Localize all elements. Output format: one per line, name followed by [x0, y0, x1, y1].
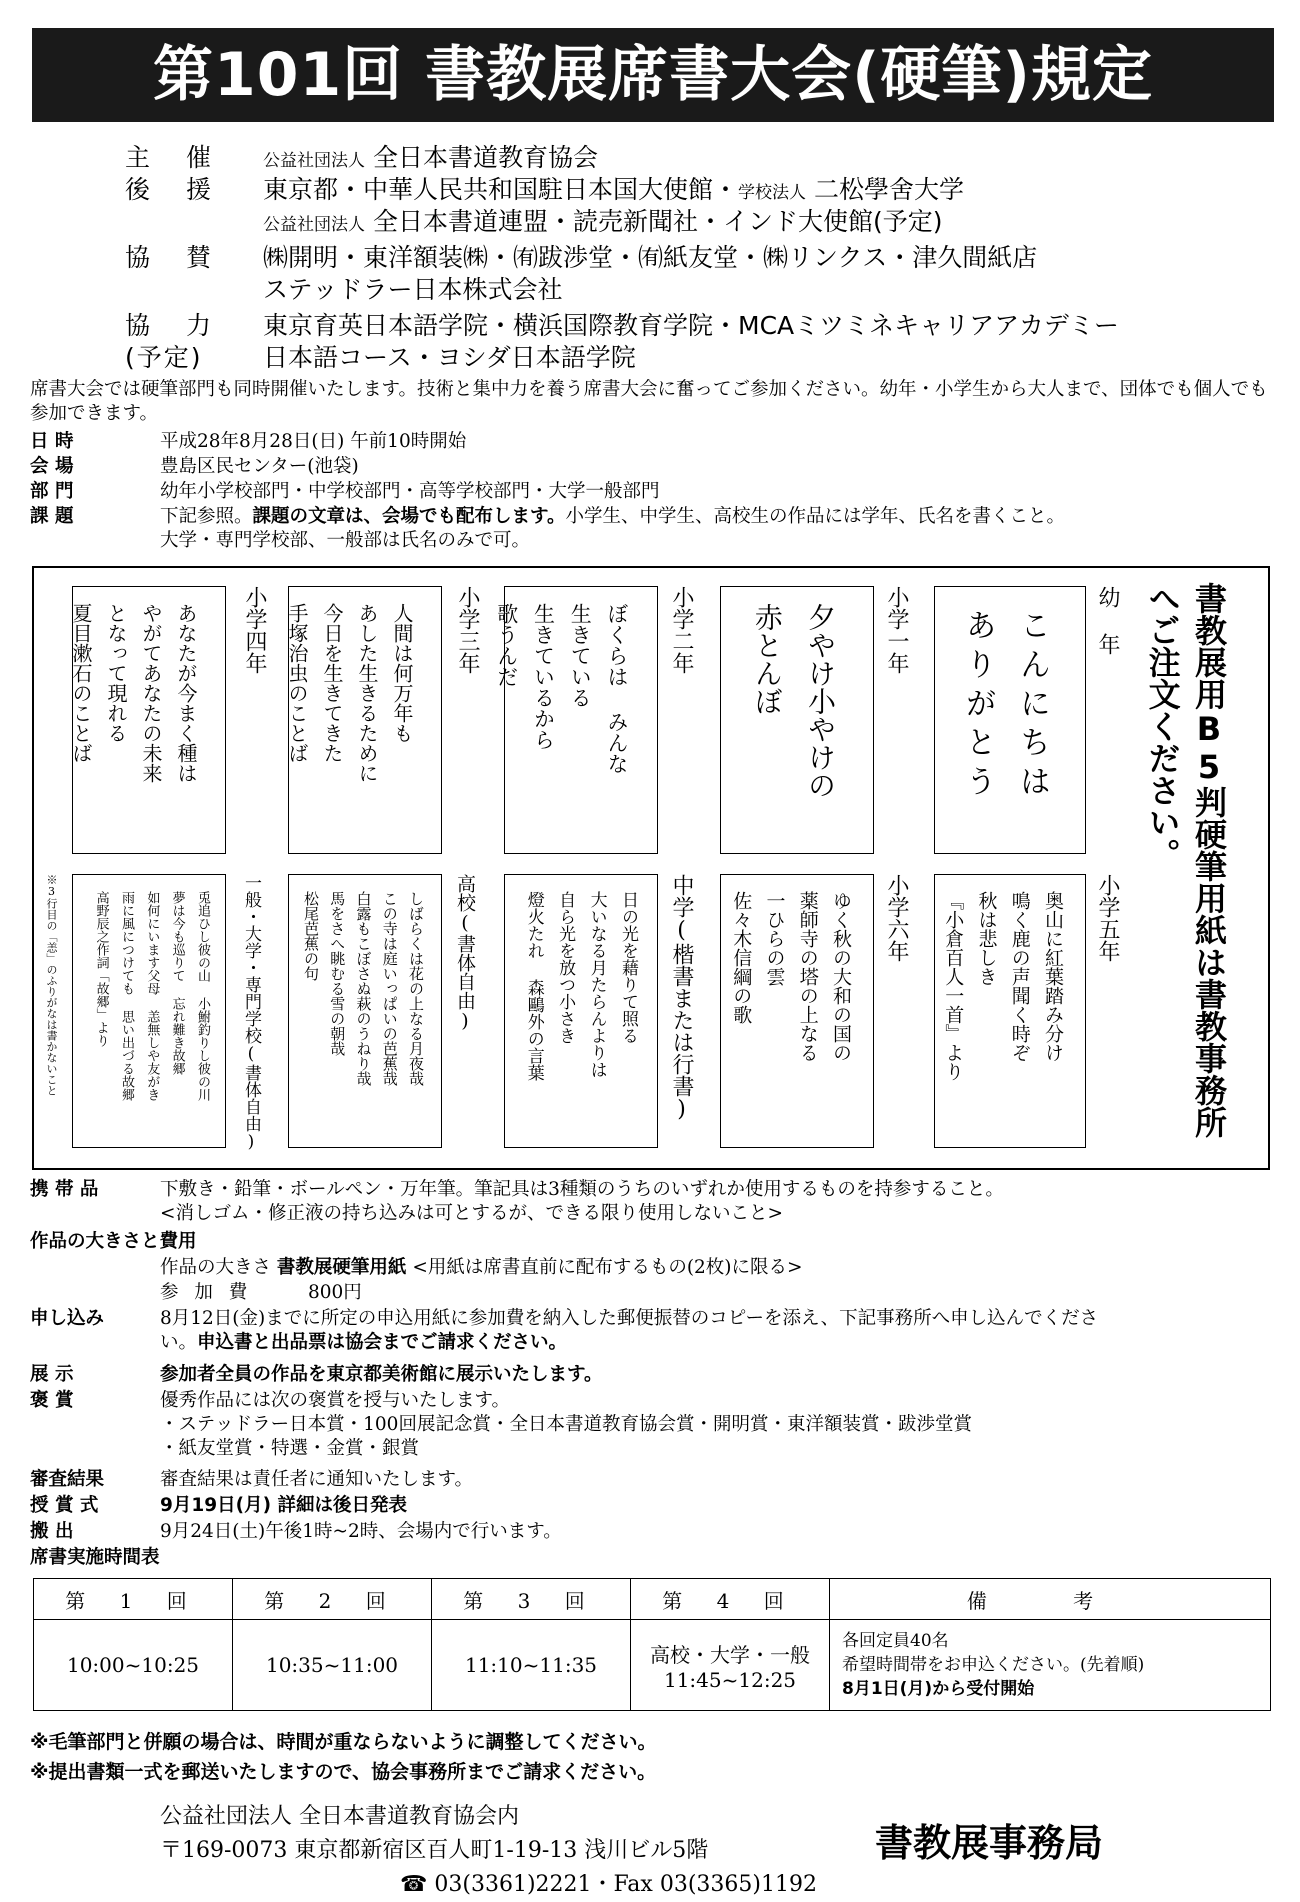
org-row-sponsor-2: [125, 270, 1265, 302]
org-label: 協 力: [125, 311, 225, 340]
intro-text: 席書大会では硬筆部門も同時開催いたします。技術と集中力を養う席書大会に奮ってご参加ください。幼年・小学生から大人まで、団体でも個人でも参加できます。: [30, 379, 1268, 424]
page-title: 第101回 書教展席書大会(硬筆)規定: [32, 28, 1274, 122]
table-cell-remarks: 各回定員40名 希望時間帯をお申込ください。(先着順) 8月1日(月)から受付開始: [830, 1620, 1271, 1711]
org-name: 日本語コース・ヨシダ日本語学院: [263, 343, 636, 372]
table-cell: 10:35~11:00: [233, 1620, 432, 1711]
item-carryout: 搬 出 9月24日(土)午後1時~2時、会場内で行います。: [30, 1521, 562, 1542]
org-name: 二松學舍大学: [813, 175, 964, 204]
grade-label: 小学五年: [1095, 874, 1120, 962]
org-row-sponsor: [125, 238, 1265, 270]
item-size-label: 作品の大きさと費用: [30, 1231, 197, 1252]
org-row-cooperation: [125, 306, 1265, 338]
org-row-cooperation-2: [125, 338, 1265, 370]
detail-venue: 会 場 豊島区民センター(池袋): [30, 456, 359, 477]
topic-box-ippan: 兎追ひし彼の山 小鮒釣りし彼の川 夢は今も巡りて 忘れ難き故郷 如何にいます父母 恙無しや友がき 雨に風につけても 思い出づる故郷 高野辰之作詞「故郷」より: [72, 874, 226, 1148]
item-carry: 携 帯 品 下敷き・鉛筆・ボールペン・万年筆。筆記具は3種類のうちのいずれか使用するものを持参すること。 <消しゴム・修正液の持ち込みは可とするが、できる限り使用しないこと>: [30, 1179, 1004, 1224]
footer-address: 〒169-0073 東京都新宿区百人町1-19-13 浅川ビル5階: [160, 1838, 709, 1863]
item-ceremony: 授 賞 式 9月19日(月) 詳細は後日発表: [30, 1495, 407, 1516]
item-result: 審査結果 審査結果は責任者に通知いたします。: [30, 1469, 474, 1490]
org-name: 東京都・中華人民共和国駐日本国大使館・: [263, 175, 739, 204]
schedule-heading: 席書実施時間表: [30, 1547, 160, 1568]
grade-label: 小学一年: [884, 586, 909, 674]
item-apply: 申し込み 8月12日(金)までに所定の申込用紙に参加費を納入した郵便振替のコピーを添え、下記事務所へ申し込んでくださ い。申込書と出品票は協会までご請求ください。: [30, 1308, 1099, 1353]
footer-org: 公益社団法人 全日本書道教育協会内: [160, 1804, 519, 1829]
org-type: 公益社団法人: [263, 151, 365, 171]
topic-box-ko: しばらくは花の上なる月夜哉 この寺は庭いっぱいの芭蕉哉 白露もこぼさぬ萩のうねり哉 馬をさへ眺むる雪の朝哉 松尾芭蕉の句: [288, 874, 442, 1148]
column-header: 第 3 回: [432, 1579, 631, 1620]
grade-label: 幼 年: [1095, 586, 1120, 655]
org-label: 協 賛: [125, 243, 225, 272]
table-cell: 11:10~11:35: [432, 1620, 631, 1711]
column-header: 備 考: [830, 1579, 1271, 1620]
org-label: (予定): [125, 343, 203, 372]
org-type: 学校法人: [738, 183, 807, 203]
grade-label: 高校(書体自由): [454, 874, 476, 1032]
org-row-support: [125, 170, 1265, 202]
item-exhibit: 展 示 参加者全員の作品を東京都美術館に展示いたします。: [30, 1364, 603, 1385]
topics-frame: [32, 566, 1270, 1170]
footer-contact: [160, 1800, 817, 1902]
item-size: 作品の大きさ 書教展硬筆用紙 <用紙は席書直前に配布するもの(2枚)に限る>: [160, 1257, 803, 1278]
org-name: 全日本書道連盟・読売新聞社・インド大使館(予定): [372, 207, 943, 236]
detail-date: 日 時 平成28年8月28日(日) 午前10時開始: [30, 431, 467, 452]
org-type: 公益社団法人: [263, 215, 365, 235]
note-line: ※毛筆部門と併願の場合は、時間が重ならないように調整してください。: [30, 1731, 657, 1753]
notes: [30, 1727, 656, 1787]
topic-box-sho4: あなたが今まく種は やがてあなたの未来 となって現れる 夏目漱石のことば: [72, 586, 226, 854]
topic-box-sho2: ぼくらは みんな 生きている 生きているから 歌うんだ: [504, 586, 658, 854]
office-name: 書教展事務局: [875, 1821, 1104, 1865]
order-notice: 書教展用B5判硬筆用紙は書教事務所 へご注文ください。: [1143, 582, 1228, 1138]
column-header: 第 4 回: [631, 1579, 830, 1620]
table-header-row: [34, 1579, 1271, 1620]
footer-phone: ☎ 03(3361)2221・Fax 03(3365)1192: [400, 1872, 817, 1897]
org-label: 主 催: [125, 143, 225, 172]
org-row-host: [125, 138, 1265, 170]
org-row-support-2: [125, 202, 1265, 234]
topic-box-sho5: 奥山に紅葉踏み分け 鳴く鹿の声聞く時ぞ 秋は悲しき 『小倉百人一首』より: [934, 874, 1086, 1148]
topic-box-chu: 日の光を藉りて照る 大いなる月たらんよりは 自ら光を放つ小さき 燈火たれ 森鷗外の言葉: [504, 874, 658, 1148]
detail-topic: 課 題 下記参照。課題の文章は、会場でも配布します。小学生、中学生、高校生の作品には学年、氏名を書くこと。 大学・専門学校部、一般部は氏名のみで可。: [30, 506, 1066, 551]
detail-department: 部 門 幼年小学校部門・中学校部門・高等学校部門・大学一般部門: [30, 481, 660, 502]
furigana-note: ※3行目の「恙」のふりがなは書かないこと: [45, 874, 58, 1096]
grade-label: 小学二年: [669, 586, 694, 674]
schedule-table: [33, 1578, 1271, 1711]
org-label: 後 援: [125, 175, 225, 204]
topic-box-sho3: 人間は何万年も あした生きるために 今日を生きてきた 手塚治虫のことば: [288, 586, 442, 854]
grade-label: 一般・大学・専門学校(書体自由): [241, 874, 261, 1152]
topic-box-sho6: ゆく秋の大和の国の 薬師寺の塔の上なる 一ひらの雲 佐々木信綱の歌: [720, 874, 874, 1148]
item-award: 褒 賞 優秀作品には次の褒賞を授与いたします。 ・ステッドラー日本賞・100回展記念賞・全日本書道教育協会賞・開明賞・東洋額装賞・跋渉堂賞 ・紙友堂賞・特選・金賞・銀賞: [30, 1390, 972, 1459]
topic-box-sho1: 夕やけ小やけの 赤とんぼ: [720, 586, 874, 854]
org-name: ㈱開明・東洋額装㈱・㈲跋渉堂・㈲紙友堂・㈱リンクス・津久間紙店: [263, 243, 1038, 272]
table-cell: 10:00~10:25: [34, 1620, 233, 1711]
item-fee: 参 加 費 800円: [160, 1282, 362, 1303]
column-header: 第 2 回: [233, 1579, 432, 1620]
grade-label: 中学(楷書または行書): [669, 874, 694, 1122]
grade-label: 小学三年: [455, 586, 480, 674]
topic-box-youchi: こんにちは ありがとう: [934, 586, 1086, 854]
column-header: 第 1 回: [34, 1579, 233, 1620]
note-line: ※提出書類一式を郵送いたしますので、協会事務所までご請求ください。: [30, 1761, 657, 1783]
grade-label: 小学四年: [242, 586, 267, 674]
table-cell: 高校・大学・一般 11:45~12:25: [631, 1620, 830, 1711]
organizers: [125, 138, 1265, 370]
org-name: 全日本書道教育協会: [372, 143, 598, 172]
table-row: [34, 1620, 1271, 1711]
org-name: 東京育英日本語学院・横浜国際教育学院・MCAミツミネキャリアアカデミー: [263, 311, 1119, 340]
org-name: ステッドラー日本株式会社: [263, 275, 563, 304]
grade-label: 小学六年: [884, 874, 909, 962]
